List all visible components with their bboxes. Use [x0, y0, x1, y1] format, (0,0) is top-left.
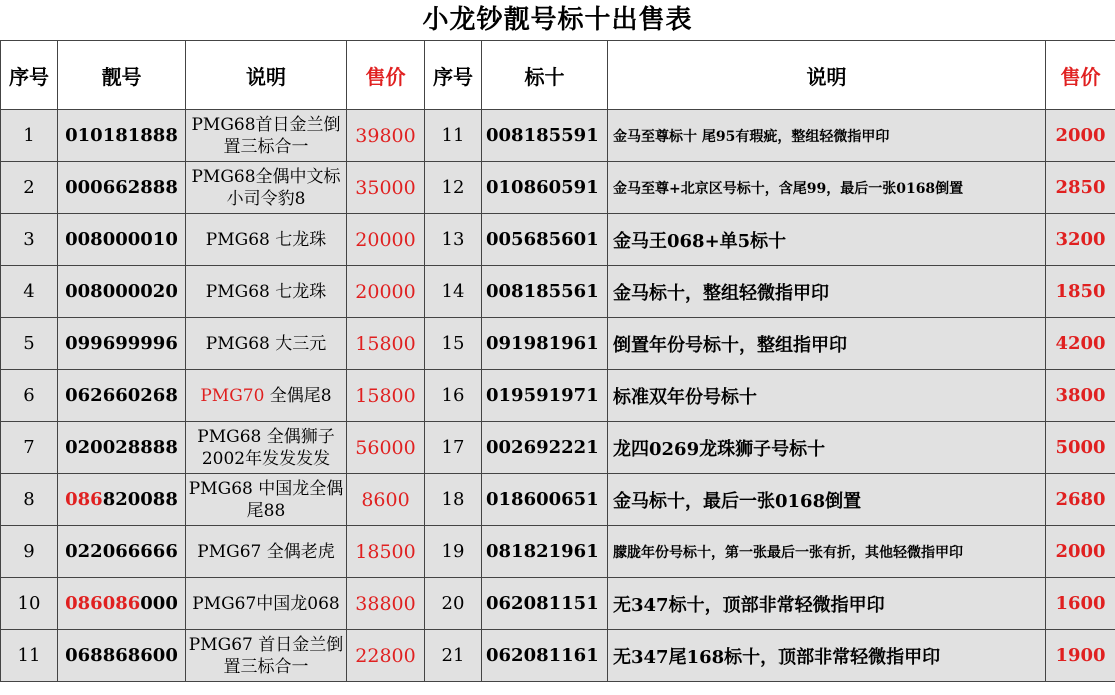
cell-price: 39800 — [347, 110, 425, 162]
cell-price: 15800 — [347, 370, 425, 422]
cell-seq2: 19 — [425, 526, 482, 578]
cell-price2: 3200 — [1046, 214, 1115, 266]
cell-seq: 3 — [1, 214, 58, 266]
cell-standard: 081821961 — [482, 526, 608, 578]
table-row — [1, 630, 1115, 682]
cell-lucky-no — [58, 266, 186, 318]
cell-desc — [186, 422, 347, 474]
cell-standard: 062081161 — [482, 630, 608, 682]
table-row — [1, 162, 1115, 214]
header-desc2: 说明 — [608, 41, 1046, 110]
cell-standard: 062081151 — [482, 578, 608, 630]
cell-seq2: 18 — [425, 474, 482, 526]
cell-price: 35000 — [347, 162, 425, 214]
cell-desc — [186, 214, 347, 266]
cell-lucky-no — [58, 474, 186, 526]
cell-desc2: 标准双年份号标十 — [608, 370, 1046, 422]
cell-lucky-no — [58, 526, 186, 578]
header-price: 售价 — [347, 41, 425, 110]
lucky-no-rest: 000 — [140, 593, 178, 614]
cell-price: 15800 — [347, 318, 425, 370]
cell-price: 18500 — [347, 526, 425, 578]
cell-seq: 5 — [1, 318, 58, 370]
cell-desc2: 无347尾168标十，顶部非常轻微指甲印 — [608, 630, 1046, 682]
cell-lucky-no — [58, 578, 186, 630]
cell-standard: 002692221 — [482, 422, 608, 474]
lucky-no-highlight: 086086 — [65, 593, 141, 614]
table-row — [1, 526, 1115, 578]
cell-price: 8600 — [347, 474, 425, 526]
lucky-no-rest: 008000020 — [65, 281, 178, 302]
cell-price2: 2000 — [1046, 526, 1115, 578]
table-row — [1, 110, 1115, 162]
cell-price2: 3800 — [1046, 370, 1115, 422]
cell-standard: 010860591 — [482, 162, 608, 214]
table-row — [1, 318, 1115, 370]
desc-highlight: PMG70 — [200, 385, 265, 406]
lucky-no-rest: 000662888 — [65, 177, 178, 198]
cell-lucky-no — [58, 630, 186, 682]
cell-price2: 2000 — [1046, 110, 1115, 162]
table-row — [1, 266, 1115, 318]
cell-seq: 4 — [1, 266, 58, 318]
table-row — [1, 422, 1115, 474]
header-price2: 售价 — [1046, 41, 1115, 110]
desc-text: PMG68全偶中文标 小司令豹8 — [191, 166, 341, 209]
cell-desc2: 金马标十，最后一张0168倒置 — [608, 474, 1046, 526]
cell-seq2: 13 — [425, 214, 482, 266]
header-lucky-no: 靓号 — [58, 41, 186, 110]
cell-price2: 4200 — [1046, 318, 1115, 370]
header-standard: 标十 — [482, 41, 608, 110]
cell-desc — [186, 110, 347, 162]
lucky-no-rest: 020028888 — [65, 437, 178, 458]
cell-standard: 018600651 — [482, 474, 608, 526]
cell-desc — [186, 266, 347, 318]
lucky-no-rest: 062660268 — [65, 385, 178, 406]
cell-lucky-no — [58, 318, 186, 370]
cell-seq2: 15 — [425, 318, 482, 370]
cell-price2: 1600 — [1046, 578, 1115, 630]
table-row — [1, 578, 1115, 630]
cell-price2: 2680 — [1046, 474, 1115, 526]
lucky-no-rest: 010181888 — [65, 125, 178, 146]
lucky-no-rest: 008000010 — [65, 229, 178, 250]
table-row — [1, 214, 1115, 266]
header-seq2: 序号 — [425, 41, 482, 110]
cell-seq2: 20 — [425, 578, 482, 630]
cell-price: 38800 — [347, 578, 425, 630]
cell-lucky-no — [58, 422, 186, 474]
cell-desc — [186, 630, 347, 682]
cell-seq2: 17 — [425, 422, 482, 474]
cell-seq: 8 — [1, 474, 58, 526]
cell-price: 22800 — [347, 630, 425, 682]
cell-desc2: 龙四0269龙珠狮子号标十 — [608, 422, 1046, 474]
cell-desc2: 金马至尊+北京区号标十，含尾99，最后一张0168倒置 — [608, 162, 1046, 214]
cell-lucky-no — [58, 110, 186, 162]
cell-seq: 9 — [1, 526, 58, 578]
cell-price: 20000 — [347, 214, 425, 266]
cell-standard: 005685601 — [482, 214, 608, 266]
cell-standard: 008185561 — [482, 266, 608, 318]
cell-seq2: 11 — [425, 110, 482, 162]
desc-text: PMG68 全偶狮子2002年发发发发 — [197, 426, 335, 469]
desc-text: 全偶尾8 — [264, 385, 332, 406]
cell-seq: 1 — [1, 110, 58, 162]
cell-standard: 008185591 — [482, 110, 608, 162]
lucky-no-rest: 099699996 — [65, 333, 178, 354]
price-table — [0, 40, 1115, 682]
cell-lucky-no — [58, 370, 186, 422]
cell-standard: 091981961 — [482, 318, 608, 370]
cell-seq2: 12 — [425, 162, 482, 214]
desc-text: PMG68 中国龙全偶尾88 — [188, 478, 344, 521]
cell-desc — [186, 370, 347, 422]
cell-desc — [186, 578, 347, 630]
cell-desc2: 无347标十，顶部非常轻微指甲印 — [608, 578, 1046, 630]
cell-seq: 2 — [1, 162, 58, 214]
cell-seq2: 16 — [425, 370, 482, 422]
header-desc: 说明 — [186, 41, 347, 110]
desc-text: PMG68 七龙珠 — [205, 281, 327, 302]
sheet-title: 小龙钞靓号标十出售表 — [422, 5, 693, 35]
lucky-no-rest: 068868600 — [65, 645, 178, 666]
desc-text: PMG67中国龙068 — [192, 593, 340, 614]
table-row — [1, 370, 1115, 422]
header-row — [1, 41, 1115, 110]
cell-lucky-no — [58, 162, 186, 214]
cell-desc2: 朦胧年份号标十，第一张最后一张有折，其他轻微指甲印 — [608, 526, 1046, 578]
cell-desc — [186, 474, 347, 526]
desc-text: PMG68 七龙珠 — [205, 229, 327, 250]
cell-seq2: 21 — [425, 630, 482, 682]
cell-desc — [186, 318, 347, 370]
lucky-no-highlight: 086 — [65, 489, 103, 510]
lucky-no-rest: 022066666 — [65, 541, 178, 562]
cell-price2: 5000 — [1046, 422, 1115, 474]
table-row — [1, 474, 1115, 526]
cell-desc2: 金马王068+单5标十 — [608, 214, 1046, 266]
cell-seq: 7 — [1, 422, 58, 474]
cell-seq: 11 — [1, 630, 58, 682]
desc-text: PMG67 全偶老虎 — [197, 541, 335, 562]
cell-price2: 1900 — [1046, 630, 1115, 682]
desc-text: PMG68 大三元 — [205, 333, 327, 354]
cell-standard: 019591971 — [482, 370, 608, 422]
cell-seq: 10 — [1, 578, 58, 630]
cell-desc — [186, 526, 347, 578]
cell-desc2: 金马至尊标十 尾95有瑕疵，整组轻微指甲印 — [608, 110, 1046, 162]
lucky-no-rest: 820088 — [102, 489, 178, 510]
cell-lucky-no — [58, 214, 186, 266]
cell-price: 56000 — [347, 422, 425, 474]
cell-price2: 2850 — [1046, 162, 1115, 214]
cell-price: 20000 — [347, 266, 425, 318]
cell-desc2: 倒置年份号标十，整组指甲印 — [608, 318, 1046, 370]
desc-text: PMG68首日金兰倒置三标合一 — [191, 114, 341, 157]
cell-seq2: 14 — [425, 266, 482, 318]
desc-text: PMG67 首日金兰倒置三标合一 — [188, 634, 344, 677]
cell-desc2: 金马标十，整组轻微指甲印 — [608, 266, 1046, 318]
table-body — [1, 110, 1115, 682]
cell-desc — [186, 162, 347, 214]
header-seq: 序号 — [1, 41, 58, 110]
cell-price2: 1850 — [1046, 266, 1115, 318]
cell-seq: 6 — [1, 370, 58, 422]
